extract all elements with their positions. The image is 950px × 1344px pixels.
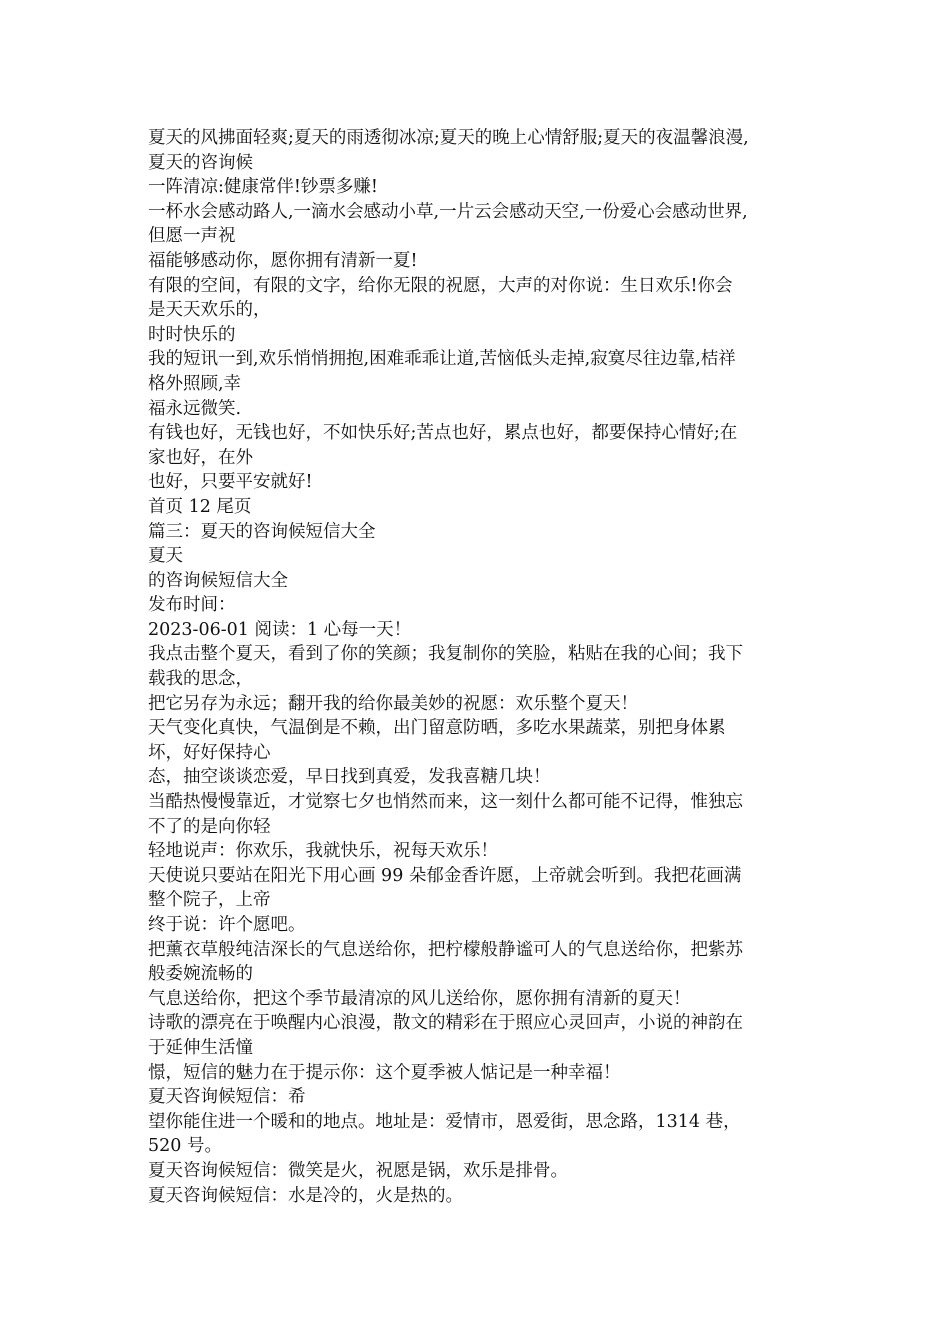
text-line: 有限的空间，有限的文字，给你无限的祝愿，大声的对你说：生日欢乐!你会 [148,275,733,296]
text-line: 520 号。 [148,1136,222,1157]
text-line: 诗歌的漂亮在于唤醒内心浪漫，散文的精彩在于照应心灵回声，小说的神韵在 [148,1013,743,1034]
text-line: 当酷热慢慢靠近，才觉察七夕也悄然而来，这一刻什么都可能不记得，惟独忘 [148,792,743,813]
text-line: 一杯水会感动路人,一滴水会感动小草,一片云会感动天空,一份爱心会感动世界, [148,201,748,222]
text-line: 坏，好好保持心 [148,742,271,763]
section-heading: 篇三：夏天的咨询候短信大全 [148,521,376,542]
text-line: 家也好，在外 [148,447,253,468]
article-title: 夏天 [148,546,183,567]
text-line: 态，抽空谈谈恋爱，早日找到真爱，发我喜糖几块！ [148,767,551,788]
text-line: 我点击整个夏天，看到了你的笑颜；我复制你的笑脸，粘贴在我的心间；我下 [148,644,743,665]
text-line: 夏天的咨询候 [148,152,253,173]
text-line: 时时快乐的 [148,324,236,345]
publish-meta: 2023-06-01 阅读：1 心每一天！ [148,619,412,640]
text-line: 夏天咨询候短信：微笑是火，祝愿是锅，欢乐是排骨。 [148,1160,568,1181]
publish-time-label: 发布时间： [148,595,236,616]
text-line: 不了的是向你轻 [148,816,271,837]
text-line: 载我的思念， [148,669,253,690]
text-line: 福永远微笑. [148,398,242,419]
pagination-text: 首页 12 尾页 [148,496,252,517]
text-line: 有钱也好，无钱也好，不如快乐好;苦点也好，累点也好，都要保持心情好;在 [148,423,738,444]
text-line: 望你能住进一个暖和的地点。地址是：爱情市，恩爱街，思念路，1314 巷， [148,1111,741,1132]
text-line: 憬，短信的魅力在于提示你：这个夏季被人惦记是一种幸福！ [148,1062,621,1083]
text-line: 福能够感动你，愿你拥有清新一夏! [148,250,418,271]
text-line: 把薰衣草般纯洁深长的气息送给你，把柠檬般静谧可人的气息送给你，把紫苏 [148,939,743,960]
text-line: 把它另存为永远；翻开我的给你最美妙的祝愿：欢乐整个夏天！ [148,693,638,714]
text-line: 终于说：许个愿吧。 [148,915,306,935]
text-line: 气息送给你，把这个季节最清凉的风儿送给你，愿你拥有清新的夏天！ [148,988,691,1009]
text-line: 但愿一声祝 [148,226,236,247]
text-line: 也好，只要平安就好! [148,472,313,493]
text-line: 轻地说声：你欢乐，我就快乐，祝每天欢乐！ [148,841,498,862]
text-line: 整个院子，上帝 [148,890,271,911]
text-line: 夏天咨询候短信：希 [148,1087,306,1108]
text-line: 夏天咨询候短信：水是冷的，火是热的。 [148,1185,463,1206]
text-line: 般委婉流畅的 [148,964,253,985]
article-title: 的咨询候短信大全 [148,570,288,591]
text-line: 格外照顾,幸 [148,373,242,394]
text-line: 是天天欢乐的， [148,300,271,321]
text-line: 于延伸生活憧 [148,1037,253,1058]
text-line: 天使说只要站在阳光下用心画 99 朵郁金香许愿，上帝就会听到。我把花画满 [148,865,742,886]
text-line: 夏天的风拂面轻爽;夏天的雨透彻冰凉;夏天的晚上心情舒服;夏天的夜温馨浪漫, [148,128,749,148]
text-line: 一阵清凉:健康常伴!钞票多赚! [148,177,378,198]
text-line: 天气变化真快，气温倒是不赖，出门留意防晒，多吃水果蔬菜，别把身体累 [148,718,726,739]
document-body [148,126,810,1208]
text-line: 我的短讯一到,欢乐悄悄拥抱,困难乖乖让道,苦恼低头走掉,寂寞尽往边靠,桔祥 [148,349,736,370]
